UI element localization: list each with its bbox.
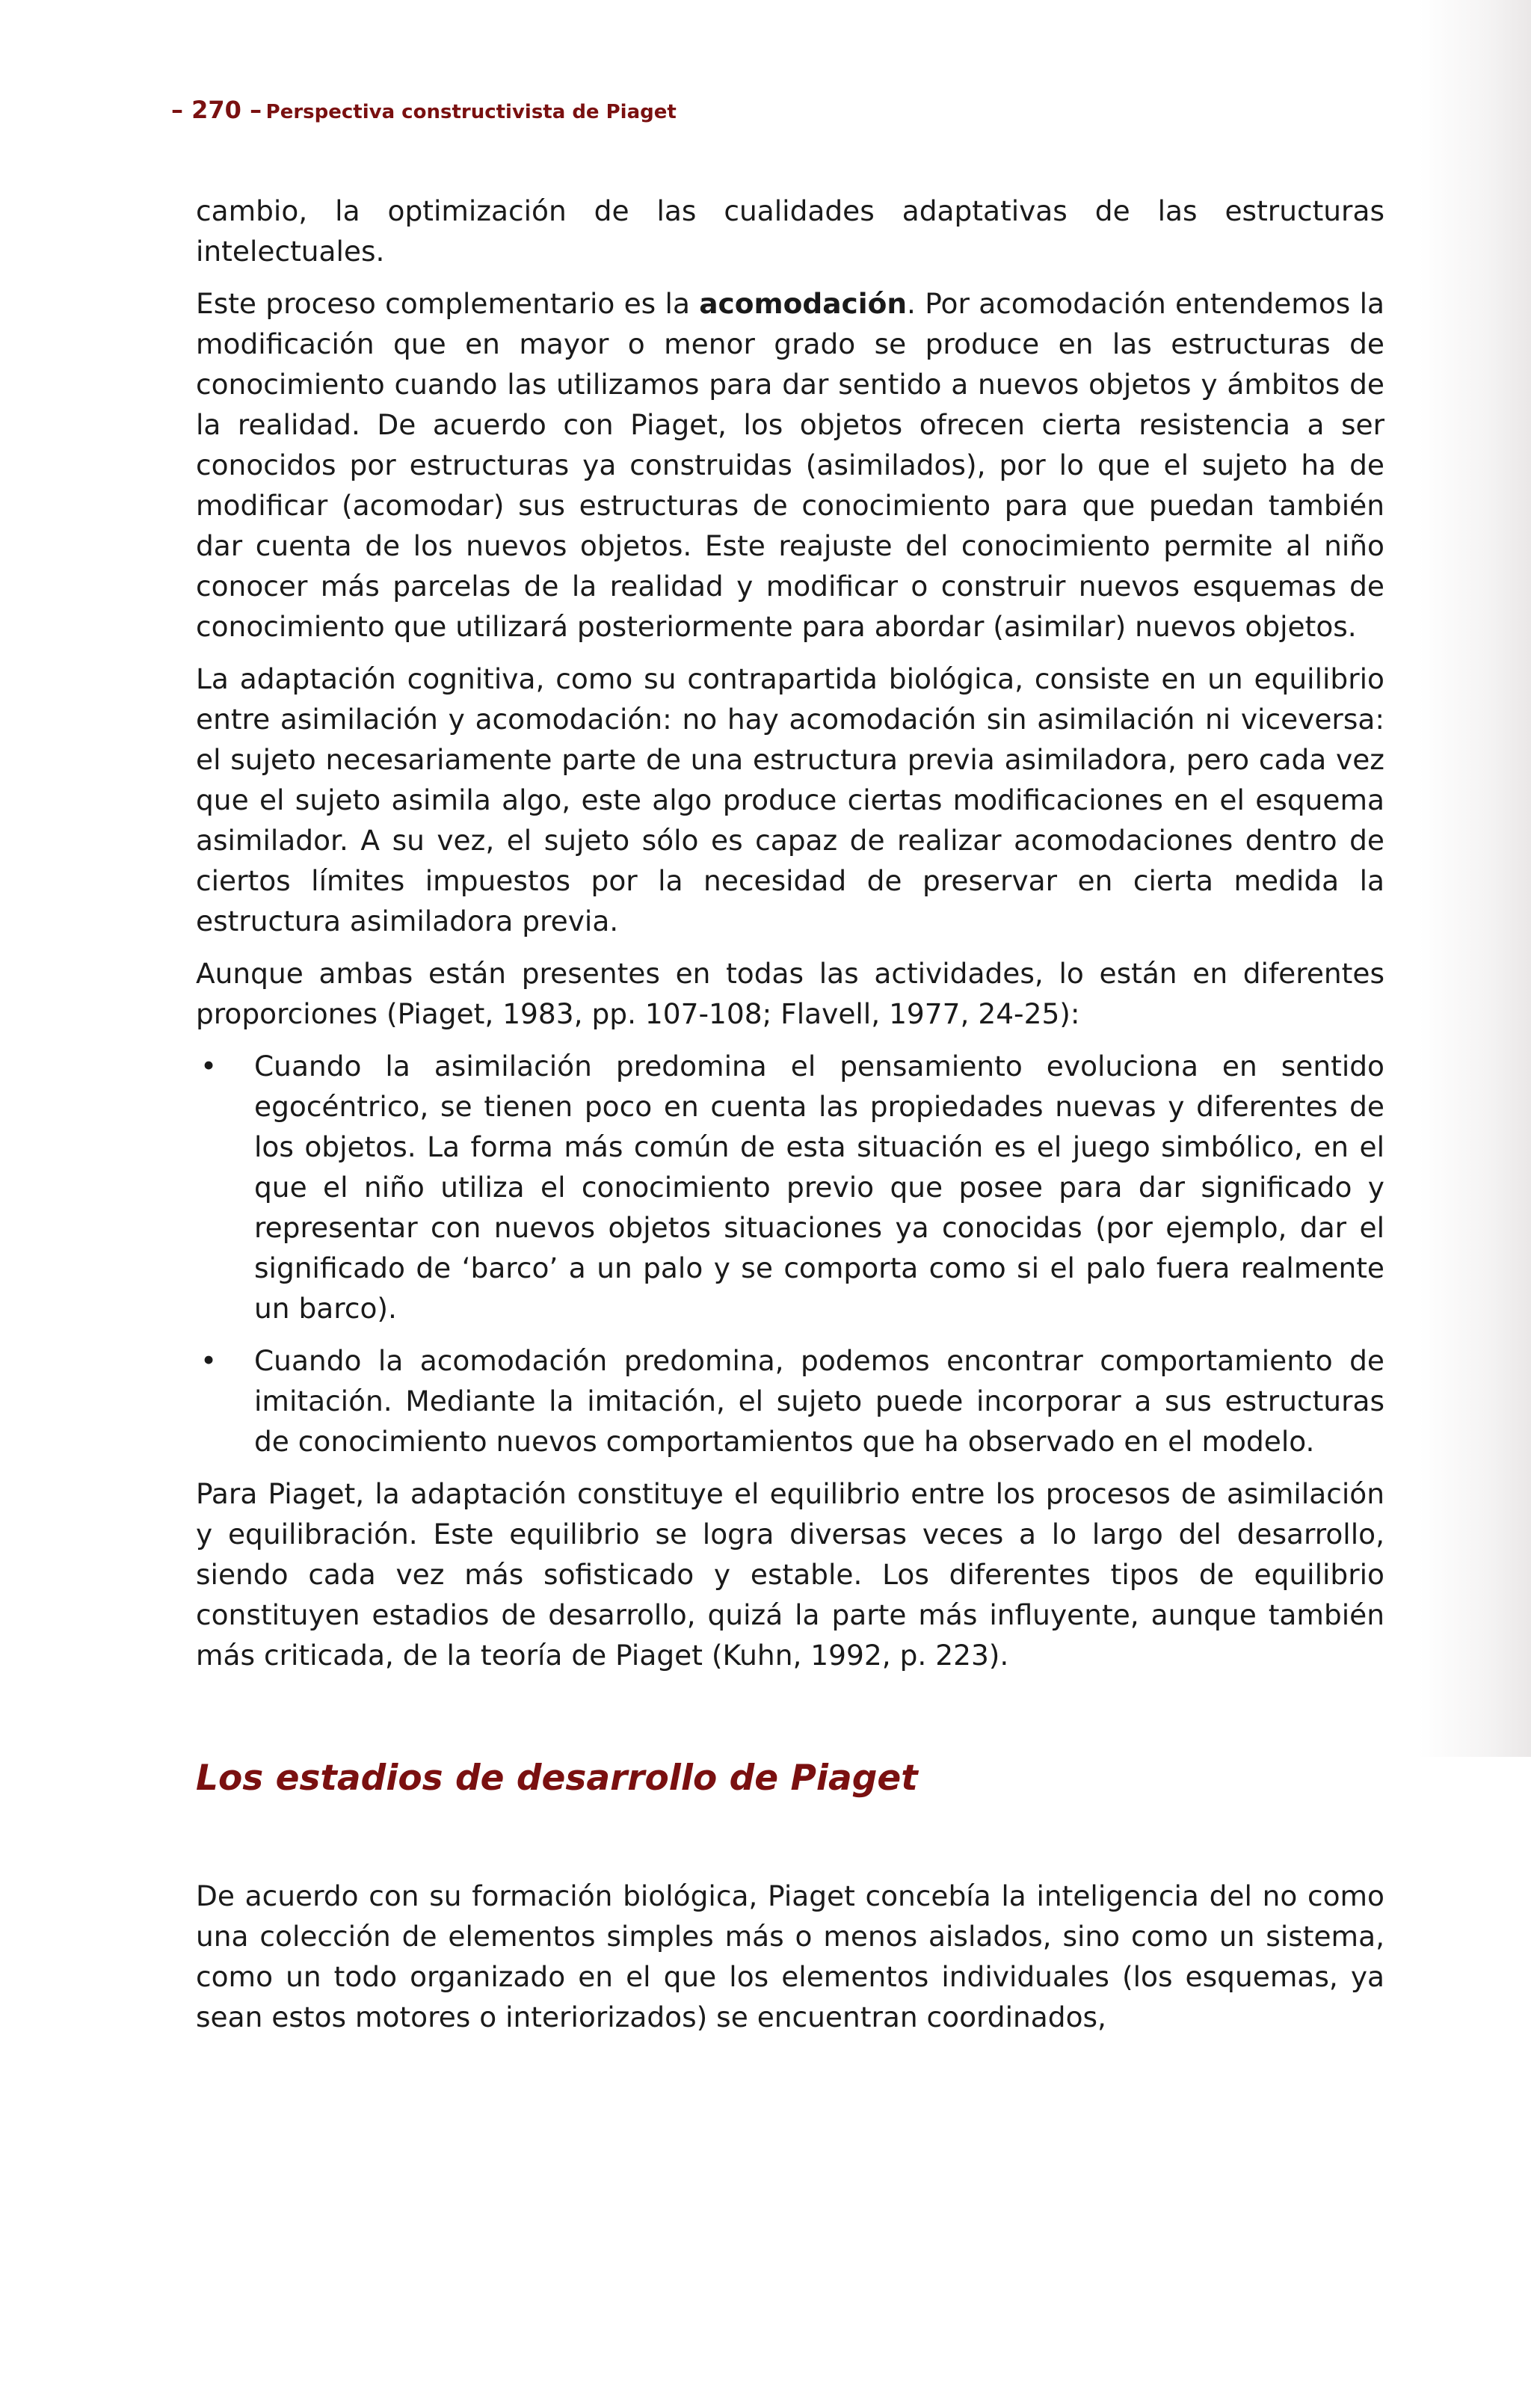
- paragraph-3: La adaptación cognitiva, como su contrapartida biológica, consiste en un equilibrio entre asimilación y acomodación: no hay acomodación sin asimilación ni viceversa: el sujeto necesariamente parte de una estructura previa asimiladora, pero cada vez que el sujeto asimila algo, este algo produce ciertas modificaciones en el esquema asimilador. A su vez, el sujeto sólo es capaz de realizar acomodaciones dentro de ciertos límites impuestos por la necesidad de preservar en cierta medida la estructura asimiladora previa.: [196, 662, 1384, 937]
- paragraph-2-rest: . Por acomodación entendemos la modificación que en mayor o menor grado se produce en las estructuras de conocimiento cuando las utilizamos para dar sentido a nuevos objetos y ámbitos de la realidad. De acuerdo con Piaget, los objetos ofrecen cierta resistencia a ser conocidos por estructuras ya construidas (asimilados), por lo que el sujeto ha de modificar (acomodar) sus estructuras de conocimiento para que puedan también dar cuenta de los nuevos objetos. Este reajuste del conocimiento permite al niño conocer más parcelas de la realidad y modificar o construir nuevos esquemas de conocimiento que utilizará posteriormente para abordar (asimilar) nuevos objetos.: [196, 287, 1384, 643]
- body-text: [196, 191, 1384, 2049]
- page-number: – 270 –: [171, 96, 262, 124]
- paragraph-6: De acuerdo con su formación biológica, Piaget concebía la inteligencia del no como una colección de elementos simples más o menos aislados, sino como un sistema, como un todo organizado en el que los elementos individuales (los esquemas, ya sean estos motores o interiorizados) se encuentran coordinados,: [196, 1879, 1384, 2033]
- paragraph-1: cambio, la optimización de las cualidades adaptativas de las estructuras intelectuales.: [196, 194, 1384, 268]
- paragraph-5: Para Piaget, la adaptación constituye el equilibrio entre los procesos de asimilación y equilibración. Este equilibrio se logra diversas veces a lo largo del desarrollo, siendo cada vez más sofisticado y estable. Los diferentes tipos de equilibrio constituyen estadios de desarrollo, quizá la parte más influyente, aunque también más criticada, de la teoría de Piaget (Kuhn, 1992, p. 223).: [196, 1477, 1384, 1672]
- bullet-item-2-text: Cuando la acomodación predomina, podemos encontrar comportamiento de imitación. Mediante la imitación, el sujeto puede incorporar a sus estructuras de conocimiento nuevos comportamientos que ha observado en el modelo.: [254, 1344, 1384, 1458]
- section-heading: Los estadios de desarrollo de Piaget: [196, 1758, 918, 1799]
- paragraph-2-start: Este proceso complementario es la: [196, 287, 700, 320]
- bullet-item-1: [196, 1046, 1384, 1328]
- bullet-item-2: [196, 1340, 1384, 1462]
- paragraph-4: Aunque ambas están presentes en todas las actividades, lo están en diferentes proporciones (Piaget, 1983, pp. 107-108; Flavell, 1977, 24-25):: [196, 957, 1384, 1030]
- bullet-dot-icon: •: [200, 1050, 218, 1083]
- page-edge-shading: [1419, 0, 1531, 1757]
- running-header: [171, 96, 677, 124]
- term-acomodacion: acomodación: [699, 287, 908, 320]
- bullet-item-1-text: Cuando la asimilación predomina el pensamiento evoluciona en sentido egocéntrico, se tienen poco en cuenta las propiedades nuevas y diferentes de los objetos. La forma más común de esta situación es el juego simbólico, en el que el niño utiliza el conocimiento previo que posee para dar significado y representar con nuevos objetos situaciones ya conocidas (por ejemplo, dar el significado de ‘barco’ a un palo y se comporta como si el palo fuera realmente un barco).: [254, 1050, 1384, 1325]
- paragraph-2: [196, 283, 1384, 647]
- bullet-dot-icon: •: [200, 1344, 218, 1377]
- bullet-list: [196, 1046, 1384, 1462]
- running-title: Perspectiva constructivista de Piaget: [265, 101, 677, 123]
